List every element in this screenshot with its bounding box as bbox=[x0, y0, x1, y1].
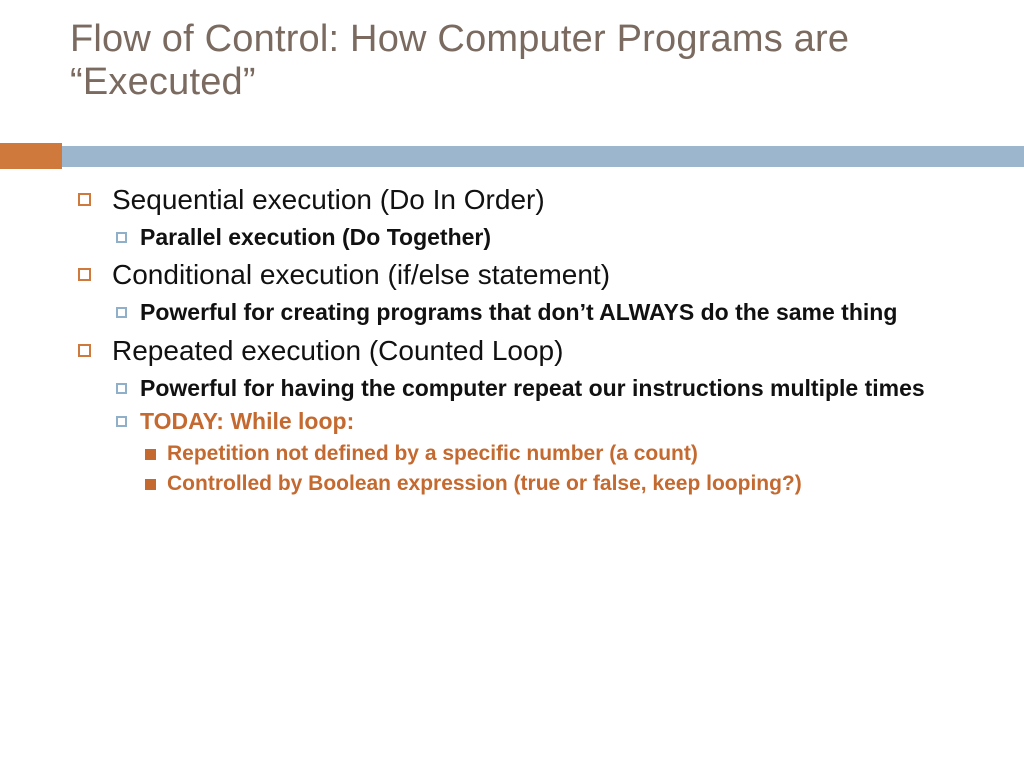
sublist-wrapper bbox=[112, 221, 994, 254]
square-outline-bullet-icon bbox=[116, 416, 127, 427]
page-title: Flow of Control: How Computer Programs are “Executed” bbox=[70, 18, 850, 103]
square-outline-bullet-icon bbox=[78, 268, 91, 281]
list-item-label: Sequential execution (Do In Order) bbox=[112, 184, 545, 215]
list-item bbox=[70, 180, 994, 253]
list-item bbox=[140, 439, 994, 469]
list-item-label: Repeated execution (Counted Loop) bbox=[112, 334, 564, 366]
list-item bbox=[70, 331, 994, 499]
list-item-label: TODAY: While loop: bbox=[140, 408, 355, 435]
list-item-label: Conditional execution (if/else statement) bbox=[112, 259, 611, 291]
divider-accent-block bbox=[0, 143, 62, 169]
list-item-label: Parallel execution (Do Together) bbox=[140, 223, 492, 250]
list-item bbox=[112, 296, 994, 329]
bullet-list-level-3 bbox=[140, 439, 994, 499]
square-outline-bullet-icon bbox=[116, 383, 127, 394]
list-item bbox=[112, 372, 994, 405]
bullet-list-level-2 bbox=[112, 296, 994, 329]
square-filled-bullet-icon bbox=[145, 449, 156, 460]
list-item-label: Powerful for having the computer repeat our instructions multiple times bbox=[140, 374, 925, 401]
sublist-wrapper bbox=[112, 372, 994, 499]
title-block bbox=[70, 18, 984, 103]
bullet-list-level-2 bbox=[112, 221, 994, 254]
list-item-label: Powerful for creating programs that don’t ALWAYS do the same thing bbox=[140, 299, 898, 326]
square-outline-bullet-icon bbox=[78, 344, 91, 357]
square-outline-bullet-icon bbox=[116, 307, 127, 318]
list-item-label: Controlled by Boolean expression (true or false, keep looping?) bbox=[167, 471, 802, 495]
list-item-label: Repetition not defined by a specific number (a count) bbox=[167, 441, 698, 465]
list-item bbox=[112, 405, 994, 498]
square-outline-bullet-icon bbox=[116, 232, 127, 243]
bullet-list-level-2 bbox=[112, 372, 994, 499]
square-outline-bullet-icon bbox=[78, 193, 91, 206]
list-item bbox=[70, 255, 994, 328]
square-filled-bullet-icon bbox=[145, 479, 156, 490]
sublist-wrapper bbox=[112, 296, 994, 329]
bullet-list-level-1 bbox=[70, 180, 994, 499]
content-body bbox=[70, 180, 994, 501]
sublist-wrapper bbox=[140, 439, 994, 499]
divider-band bbox=[62, 146, 1024, 167]
list-item bbox=[112, 221, 994, 254]
list-item bbox=[140, 469, 994, 499]
title-divider bbox=[0, 143, 1024, 169]
